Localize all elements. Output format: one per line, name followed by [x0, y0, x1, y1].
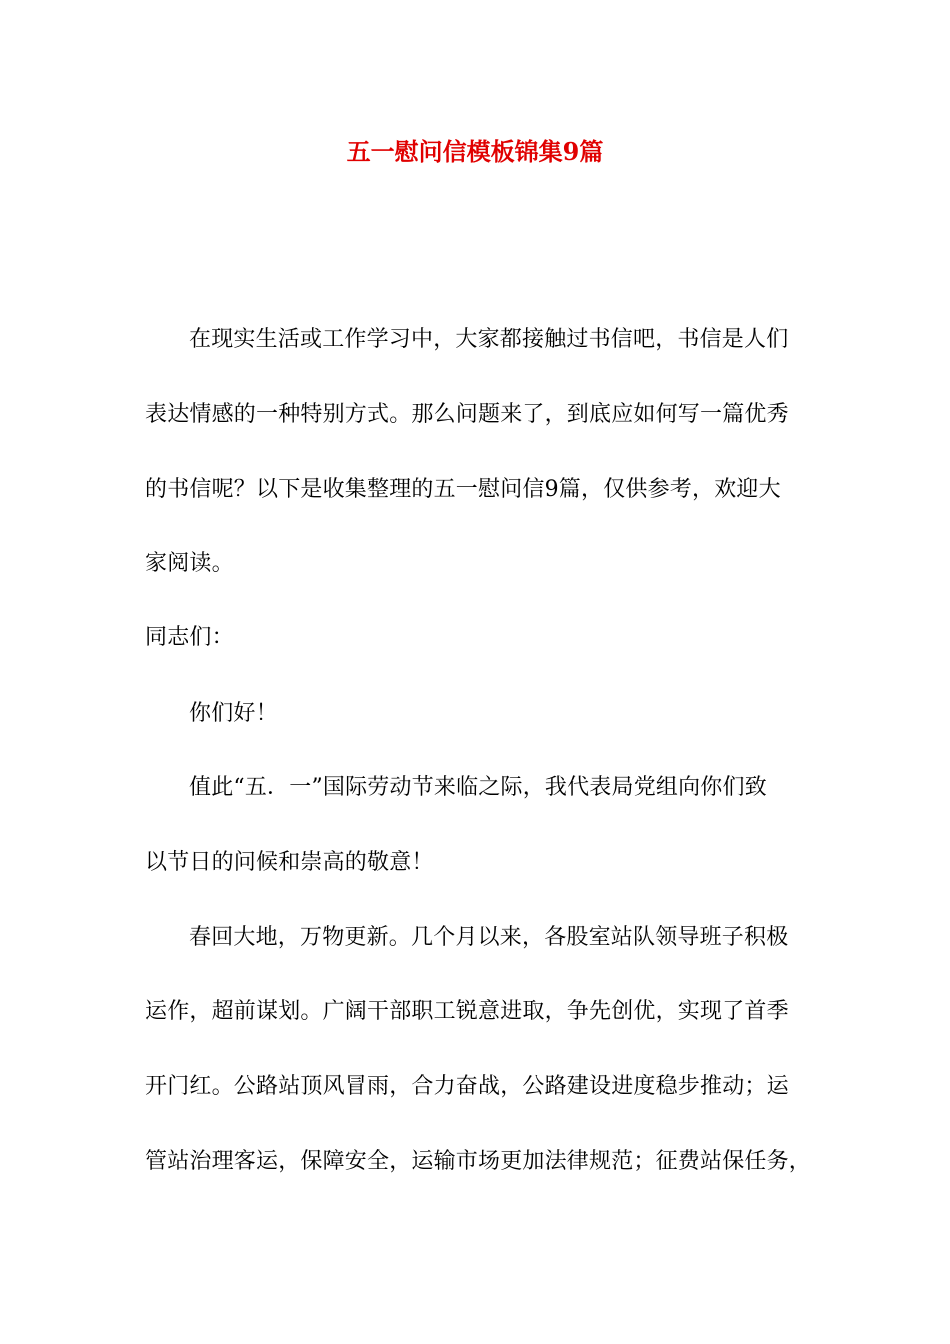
paragraph-line: 管站治理客运，保障安全，运输市场更加法律规范；征费站保任务， [145, 1149, 812, 1174]
paragraph-line: 春回大地，万物更新。几个月以来，各股室站队领导班子积极 [189, 925, 789, 950]
paragraph-line: 表达情感的一种特别方式。那么问题来了，到底应如何写一篇优秀 [145, 402, 789, 427]
document-title: 五一慰问信模板锦集9篇 [346, 137, 604, 166]
paragraph-line: 开门红。公路站顶风冒雨，合力奋战，公路建设进度稳步推动；运 [145, 1074, 789, 1099]
paragraph-line: 运作，超前谋划。广阔干部职工锐意进取，争先创优，实现了首季 [145, 999, 789, 1024]
paragraph-line: 家阅读。 [145, 551, 234, 576]
paragraph-line: 以节日的问候和崇高的敬意！ [145, 850, 434, 875]
greeting: 你们好！ [189, 701, 278, 726]
paragraph-line: 的书信呢？以下是收集整理的五一慰问信9篇，仅供参考，欢迎大 [145, 477, 781, 502]
salutation: 同志们： [145, 625, 234, 650]
paragraph-line: 在现实生活或工作学习中，大家都接触过书信吧，书信是人们 [189, 327, 789, 352]
paragraph-line: 值此“五．一”国际劳动节来临之际，我代表局党组向你们致 [189, 775, 767, 800]
